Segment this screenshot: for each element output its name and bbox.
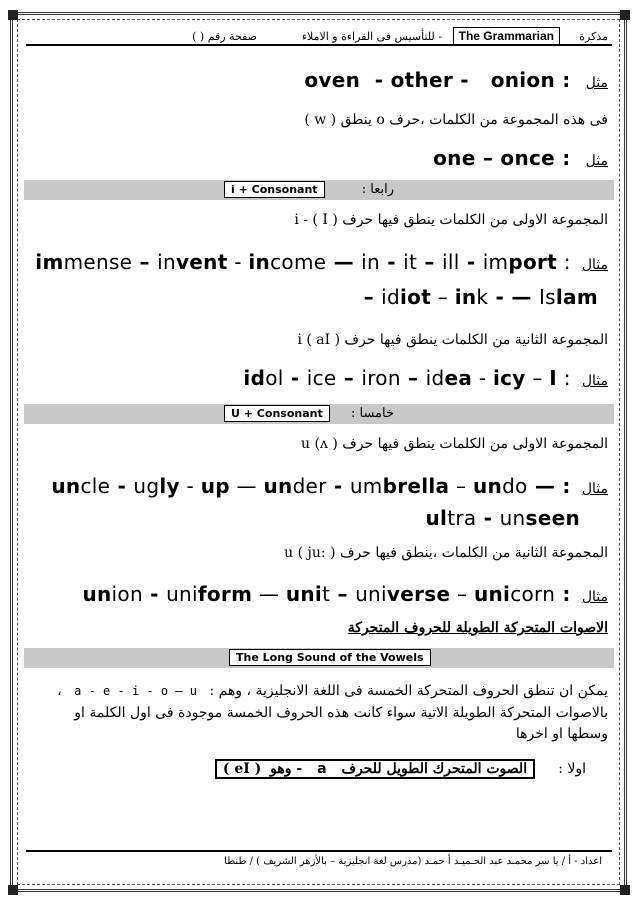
word-segment: uni: [355, 582, 387, 606]
example-label: مثال: [581, 257, 608, 273]
long-a-box: [215, 759, 535, 779]
word-segment: –: [449, 474, 473, 498]
word-segment: lam: [555, 285, 598, 309]
word-segment: -: [476, 506, 500, 530]
example-row-one: [433, 146, 608, 170]
word-segment: k: [476, 285, 489, 309]
paragraph-text: يمكن ان تنطق الحروف المتحركة الخمسة فى اللغة الانجليزية ، وهم :: [209, 683, 608, 699]
word-segment: -: [227, 250, 249, 274]
example-words: [51, 474, 570, 498]
word-segment: -: [283, 366, 307, 390]
word-segment: I: [549, 366, 558, 390]
word-segment: —: [326, 250, 362, 274]
word-segment: ug: [133, 474, 160, 498]
word-segment: cle: [80, 474, 111, 498]
example-words: one – once :: [433, 146, 571, 170]
word-segment: up: [200, 474, 230, 498]
word-segment: iron: [361, 366, 401, 390]
word-segment: –: [431, 285, 455, 309]
word-segment: -: [326, 474, 350, 498]
vowel-list: a - e - i - o – u: [74, 684, 197, 698]
corner-ornament: [8, 10, 18, 20]
example-words: [35, 250, 570, 274]
section-band-i: [24, 180, 614, 200]
word-segment: - —: [488, 285, 539, 309]
word-segment: ol: [265, 366, 284, 390]
word-other: - other -: [374, 68, 469, 92]
header-page-number: صفحة رقم ( ): [192, 30, 257, 43]
letter-a: a: [317, 761, 327, 777]
word-segment: un: [51, 474, 81, 498]
word-segment: brella: [382, 474, 450, 498]
header-memo: مذكرة: [579, 30, 608, 43]
word-segment: -: [142, 582, 167, 606]
word-segment: come: [270, 250, 327, 274]
header-course: - للتأسيس فى القراءة و الاملاء: [301, 30, 442, 43]
band-label-ar: خامسا :: [350, 406, 394, 421]
word-segment: :: [557, 366, 571, 390]
word-segment: ly: [159, 474, 180, 498]
word-segment: -: [380, 250, 404, 274]
word-segment: -: [459, 250, 483, 274]
word-segment: id: [381, 285, 400, 309]
word-segment: ice: [306, 366, 337, 390]
corner-ornament: [620, 885, 630, 895]
example-row-i2: [243, 366, 608, 390]
word-segment: vent: [175, 250, 228, 274]
example-row-oven: [304, 68, 608, 92]
section-title-long-vowels: الاصوات المتحركة الطويلة للحروف المتحركة: [347, 620, 608, 636]
note-group-i2: المجموعة الثانية من الكلمات ينطق فيها حرف i ( aI ): [297, 332, 608, 348]
section-band-u: [24, 404, 614, 424]
ipa-ei: ( eI ): [222, 761, 262, 777]
note-oven: فى هذه المجموعة من الكلمات ،حرف o ينطق ( w ): [304, 112, 608, 128]
word-segment: port: [508, 250, 558, 274]
word-segment: — :: [527, 474, 571, 498]
word-segment: un: [499, 506, 526, 530]
word-segment: –: [525, 366, 550, 390]
word-oven: oven: [304, 68, 361, 92]
header-brand: The Grammarian: [453, 27, 560, 45]
note-group-i1: المجموعة الاولى من الكلمات ينطق فيها حرف i - ( I ): [294, 212, 608, 228]
word-segment: –: [330, 582, 356, 606]
word-segment: mense: [63, 250, 133, 274]
word-segment: –: [450, 582, 474, 606]
word-segment: id: [243, 366, 266, 390]
word-segment: ill: [441, 250, 460, 274]
word-segment: tra: [447, 506, 477, 530]
word-segment: corn: [510, 582, 556, 606]
word-segment: un: [263, 474, 293, 498]
word-segment: in: [248, 250, 271, 274]
note-group-u2: المجموعة الثانية من الكلمات ،ينطق فيها حرف u ( ju: ): [284, 545, 608, 561]
paragraph-line3: وسطها او اخرها: [515, 726, 608, 742]
word-onion: onion :: [490, 68, 571, 92]
word-segment: icy: [493, 366, 526, 390]
word-segment: un: [82, 582, 112, 606]
word-segment: t: [322, 582, 331, 606]
band-label-en: The Long Sound of the Vowels: [229, 649, 431, 666]
word-segment: -: [110, 474, 134, 498]
example-words: [82, 582, 570, 606]
word-segment: –: [417, 250, 442, 274]
word-segment: —: [229, 474, 264, 498]
page-header: [26, 26, 612, 46]
word-segment: it: [403, 250, 418, 274]
word-segment: iot: [400, 285, 432, 309]
word-segment: un: [472, 474, 503, 498]
long-a-text: الصوت المتحرك الطويل للحرف: [341, 761, 528, 777]
word-segment: -: [472, 366, 493, 390]
word-segment: –: [132, 250, 158, 274]
band-label-ar: رابعا :: [361, 182, 394, 197]
word-segment: seen: [525, 506, 580, 530]
word-segment: id: [425, 366, 445, 390]
word-segment: im: [482, 250, 509, 274]
paragraph-line2: بالاصوات المتحركة الطويلة الاتية سواء كانت هذه الحروف الخمسة موجودة فى اول الكلمة او: [74, 705, 608, 721]
word-segment: uni: [285, 582, 323, 606]
word-segment: -: [179, 474, 201, 498]
first-long-vowel-row: [215, 758, 586, 779]
word-segment: Is: [538, 285, 556, 309]
word-segment: –: [400, 366, 426, 390]
word-segment: in: [157, 250, 176, 274]
example-label: مثال: [581, 589, 608, 605]
corner-ornament: [8, 885, 18, 895]
example-label: مثال: [581, 481, 608, 497]
example-label: مثل: [585, 75, 608, 91]
corner-ornament: [620, 10, 630, 20]
example-words: [304, 68, 570, 92]
word-segment: ion: [111, 582, 143, 606]
example-words: [243, 366, 570, 390]
word-segment: form: [197, 582, 253, 606]
word-segment: ul: [425, 506, 448, 530]
first-label: اولا :: [558, 761, 586, 777]
word-segment: der: [292, 474, 327, 498]
example-words-line2: [364, 285, 598, 309]
example-row-i1: [35, 250, 608, 274]
example-label: مثل: [585, 153, 608, 169]
page-footer: اعداد - أ / يا سر محمـد عبد الحـميـد أ حمـد (مدرس لغة انجليزية – بالأزهر الشريف ) / طنطا: [26, 850, 612, 870]
section-band-long-vowels: [24, 648, 614, 668]
example-row-u2: [82, 582, 608, 606]
word-segment: um: [349, 474, 383, 498]
word-segment: uni: [166, 582, 198, 606]
long-a-tail: - وهو: [270, 761, 303, 777]
word-segment: –: [363, 285, 382, 309]
band-label-en: i + Consonant: [224, 181, 325, 198]
word-segment: :: [555, 582, 571, 606]
word-segment: im: [35, 250, 64, 274]
example-words-line2: [425, 506, 580, 530]
word-segment: verse: [386, 582, 451, 606]
word-segment: :: [557, 250, 571, 274]
example-label: مثال: [581, 373, 608, 389]
example-row-u1: [51, 474, 608, 498]
paragraph-line1: [57, 683, 608, 699]
word-segment: in: [454, 285, 477, 309]
word-segment: do: [502, 474, 528, 498]
note-group-u1: المجموعة الاولى من الكلمات ينطق فيها حرف u (ʌ ): [301, 436, 608, 452]
word-segment: uni: [473, 582, 511, 606]
band-label-en: U + Consonant: [224, 405, 330, 422]
word-segment: –: [336, 366, 362, 390]
word-segment: in: [361, 250, 381, 274]
word-segment: —: [252, 582, 286, 606]
comma: ،: [57, 683, 62, 699]
word-segment: ea: [444, 366, 473, 390]
